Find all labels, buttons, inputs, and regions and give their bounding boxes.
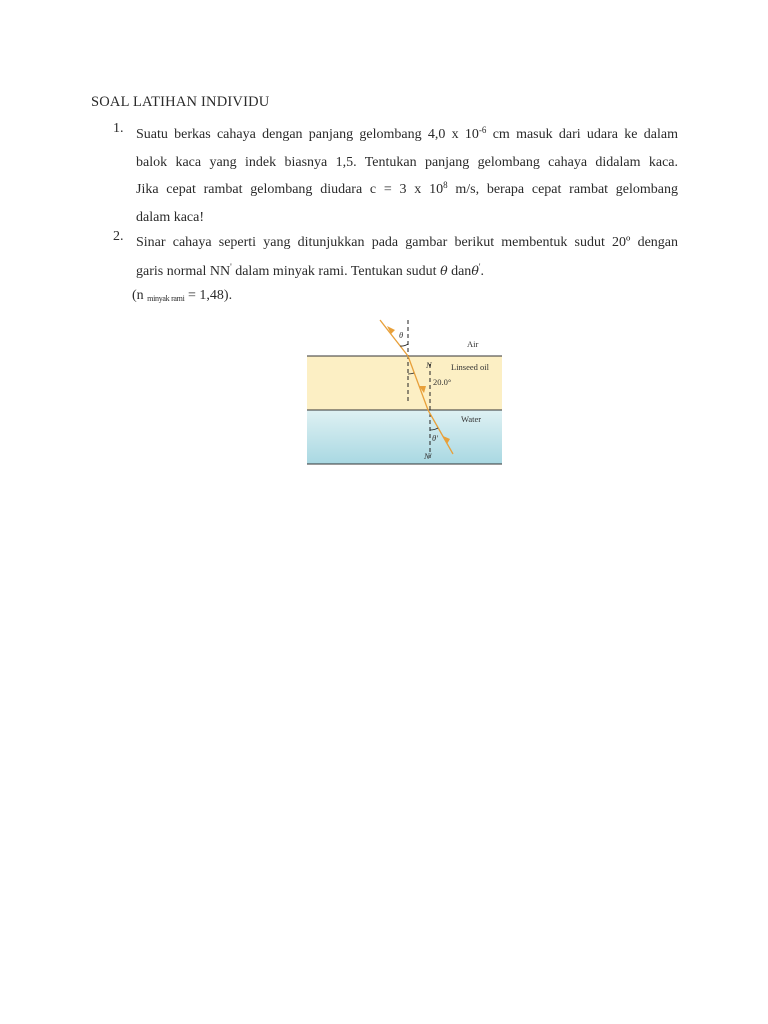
label-linseed-oil: Linseed oil [451, 362, 490, 372]
text-line [136, 121, 678, 149]
label-air: Air [467, 339, 479, 349]
page-title: SOAL LATIHAN INDIVIDU [91, 94, 270, 110]
question-1 [113, 121, 678, 231]
label-angle-20: 20.0° [433, 377, 452, 387]
text-line: dalam kaca! [136, 209, 205, 225]
superscript: ' [478, 261, 481, 272]
refraction-figure [300, 316, 508, 472]
text-span: Jika cepat rambat gelombang diudara c = 3 x 10 [136, 182, 444, 197]
label-theta-prime: θ′ [432, 433, 439, 443]
question-number: 2. [113, 229, 124, 244]
text-span: cm masuk dari udara ke dalam [486, 127, 678, 142]
label-theta: θ [399, 330, 404, 340]
refractive-index-note [132, 288, 232, 304]
refraction-diagram [300, 316, 508, 472]
question-number: 1. [113, 121, 124, 136]
text-span: dan [447, 263, 472, 279]
label-n-prime: N′ [424, 451, 432, 461]
superscript: 8 [443, 180, 448, 190]
subscript: minyak rami [147, 294, 185, 303]
angle-arc-theta [400, 344, 408, 346]
question-text [136, 121, 678, 231]
text-span: dalam minyak rami. Tentukan sudut [231, 263, 441, 279]
superscript: -6 [478, 125, 487, 135]
label-water: Water [461, 414, 482, 424]
text-span: (n [132, 288, 148, 303]
superscript: ' [230, 261, 232, 272]
text-span: = 1,48). [184, 288, 233, 303]
text-line: Sinar cahaya seperti yang ditunjukkan pada gambar berikut membentuk sudut 20º dengan [136, 235, 678, 250]
text-line [136, 176, 678, 204]
theta-symbol: θ [471, 262, 479, 278]
text-line [136, 257, 678, 286]
question-text [136, 229, 678, 285]
text-line: balok kaca yang indek biasnya 1,5. Tentukan panjang gelombang cahaya didalam kaca. [136, 154, 678, 170]
text-span: garis normal NN [136, 263, 231, 279]
label-n: N [426, 360, 432, 370]
text-span: m/s, berapa cepat rambat gelombang [447, 182, 679, 197]
text-span: . [480, 263, 484, 279]
question-2 [113, 229, 678, 285]
theta-symbol: θ [440, 262, 448, 278]
text-span: Suatu berkas cahaya dengan panjang gelombang 4,0 x 10 [136, 127, 479, 142]
ray-in-air [380, 320, 408, 356]
